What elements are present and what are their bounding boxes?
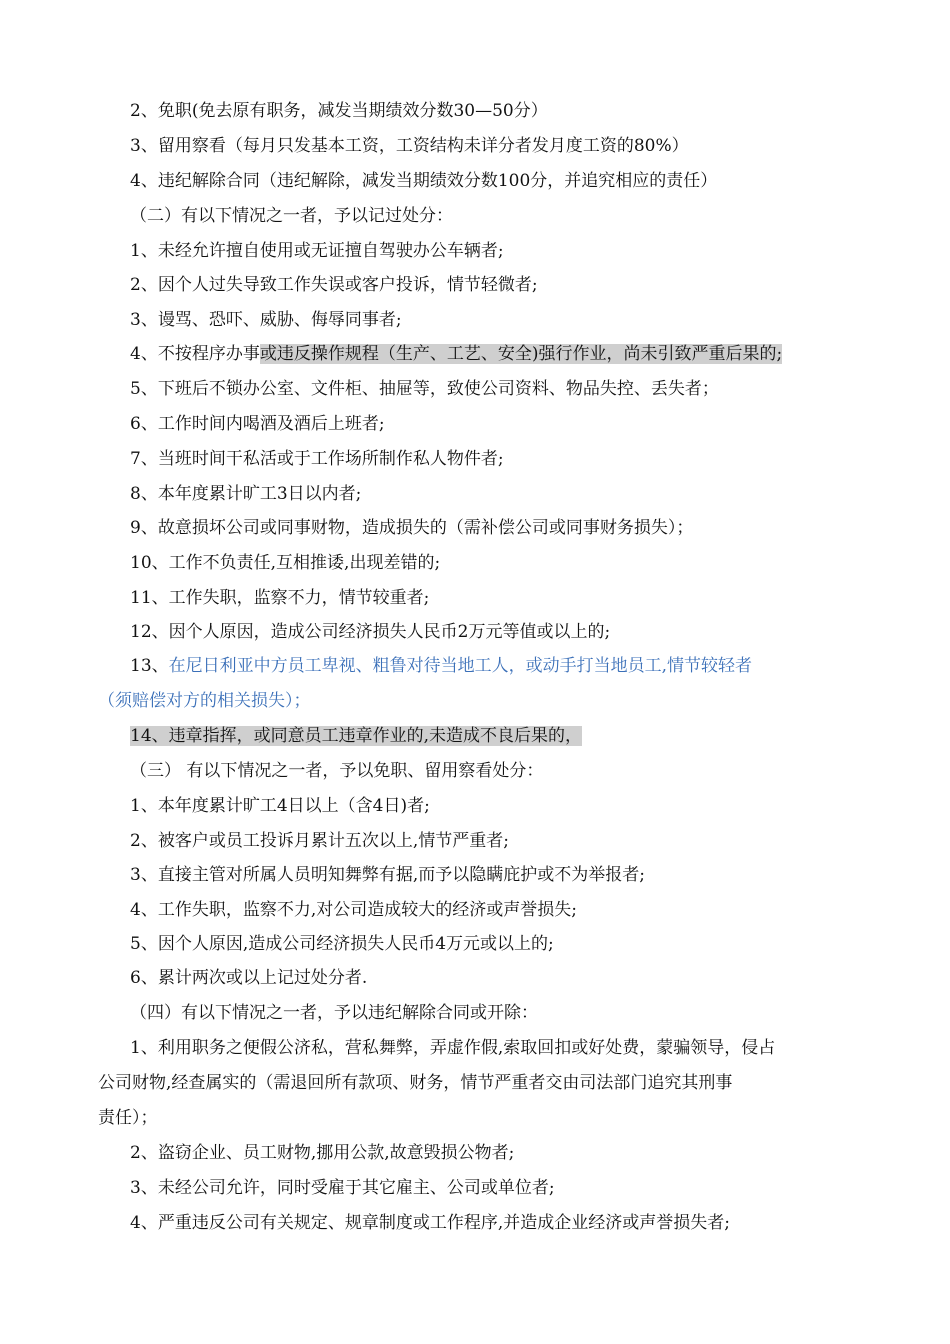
text-line: 2、免职(免去原有职务，减发当期绩效分数30—50分） (130, 101, 548, 121)
text-line: 3、直接主管对所属人员明知舞弊有据,而予以隐瞒庇护或不为举报者; (130, 865, 645, 885)
text-line: 3、未经公司允许，同时受雇于其它雇主、公司或单位者; (130, 1178, 555, 1198)
text-line: 1、利用职务之便假公济私，营私舞弊，弄虚作假,索取回扣或好处费，蒙骗领导，侵占 (130, 1038, 776, 1058)
text-line: 6、工作时间内喝酒及酒后上班者; (130, 414, 385, 434)
text-line (130, 724, 582, 748)
section-heading: （三） 有以下情况之一者，予以免职、留用察看处分： (130, 761, 544, 781)
text-line: 1、本年度累计旷工4日以上（含4日)者; (130, 796, 430, 816)
blue-text-line: （须赔偿对方的相关损失）； (98, 691, 311, 711)
text-line: 责任）； (98, 1108, 158, 1128)
text-line: 7、当班时间干私活或于工作场所制作私人物件者; (130, 449, 504, 469)
text-segment: 4、不按程序办事 (130, 344, 260, 364)
text-line: 1、未经允许擅自使用或无证擅自驾驶办公车辆者; (130, 241, 504, 261)
highlighted-text: 14、违章指挥，或同意员工违章作业的,未造成不良后果的， (130, 726, 583, 746)
section-heading: （四）有以下情况之一者，予以违纪解除合同或开除： (130, 1003, 538, 1023)
text-line: 5、下班后不锁办公室、文件柜、抽屉等，致使公司资料、物品失控、丢失者； (130, 379, 719, 399)
text-line: 5、因个人原因,造成公司经济损失人民币4万元或以上的; (130, 934, 554, 954)
text-line: 9、故意损坏公司或同事财物，造成损失的（需补偿公司或同事财务损失）； (130, 518, 694, 538)
section-heading: （二）有以下情况之一者，予以记过处分： (130, 206, 453, 226)
text-line: 8、本年度累计旷工3日以内者; (130, 484, 362, 504)
text-line: 2、因个人过失导致工作失误或客户投诉，情节轻微者; (130, 275, 538, 295)
text-line: 10、工作不负责任,互相推诿,出现差错的; (130, 553, 441, 573)
highlighted-text: 或违反操作规程（生产、工艺、安全)强行作业，尚未引致严重后果的; (259, 344, 783, 364)
text-line (130, 342, 782, 366)
text-line: 4、工作失职，监察不力,对公司造成较大的经济或声誉损失; (130, 900, 577, 920)
text-line: 4、违纪解除合同（违纪解除，减发当期绩效分数100分，并追究相应的责任） (130, 171, 718, 191)
text-segment: 13、 (130, 656, 169, 676)
text-line: 公司财物,经查属实的（需退回所有款项、财务，情节严重者交由司法部门追究其刑事 (98, 1073, 733, 1093)
text-line: 12、因个人原因，造成公司经济损失人民币2万元等值或以上的; (130, 622, 611, 642)
text-line: 11、工作失职，监察不力，情节较重者; (130, 588, 430, 608)
text-line (130, 654, 752, 678)
blue-text: 在尼日利亚中方员工卑视、粗鲁对待当地工人，或动手打当地员工,情节较轻者 (168, 656, 753, 676)
text-line: 6、累计两次或以上记过处分者. (130, 968, 368, 988)
text-line: 3、留用察看（每月只发基本工资，工资结构未详分者发月度工资的80%） (130, 136, 689, 156)
text-line: 2、被客户或员工投诉月累计五次以上,情节严重者; (130, 831, 509, 851)
text-line: 2、盗窃企业、员工财物,挪用公款,故意毁损公物者; (130, 1143, 515, 1163)
text-line: 4、严重违反公司有关规定、规章制度或工作程序,并造成企业经济或声誉损失者; (130, 1213, 730, 1233)
text-line: 3、谩骂、恐吓、威胁、侮辱同事者; (130, 310, 402, 330)
